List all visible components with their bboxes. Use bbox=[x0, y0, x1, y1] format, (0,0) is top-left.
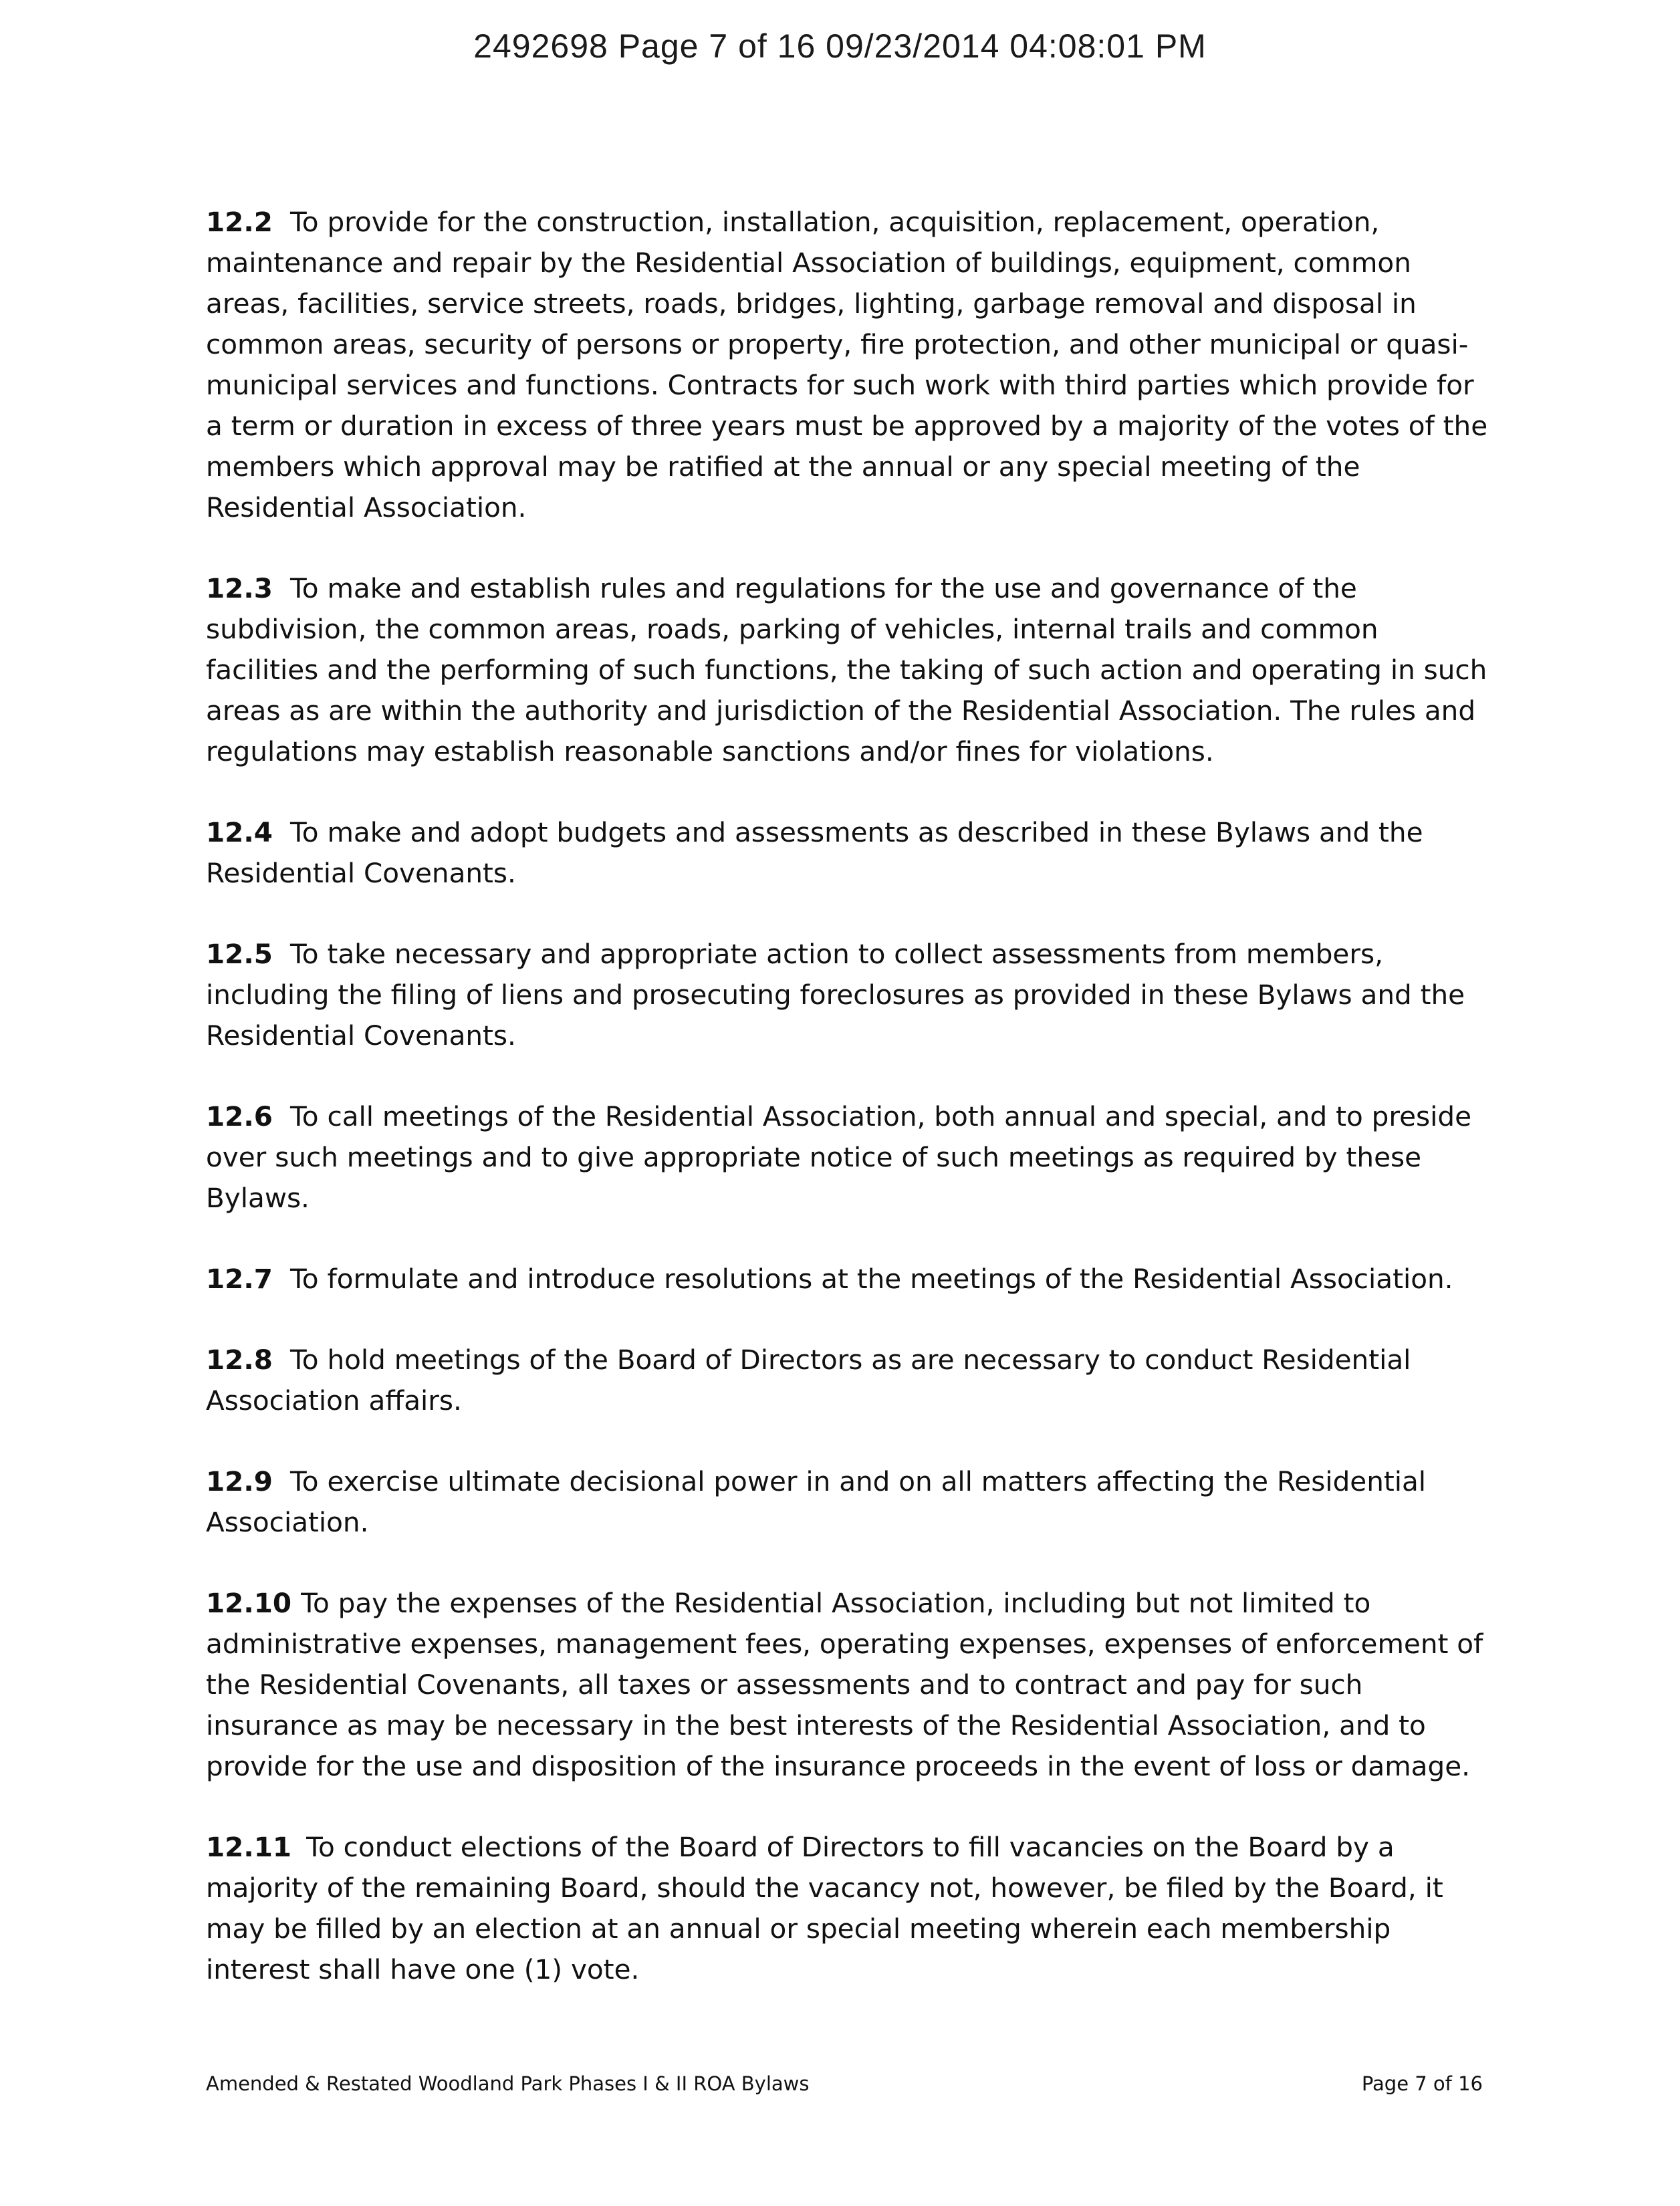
footer-page-number: Page 7 of 16 bbox=[1361, 2072, 1483, 2095]
section-text: To exercise ultimate decisional power in and on all matters affecting the Residential Association. bbox=[206, 1465, 1427, 1538]
section-12-7 bbox=[206, 1259, 1496, 1300]
document-body bbox=[206, 202, 1496, 2030]
section-12-3 bbox=[206, 568, 1496, 772]
section-12-5 bbox=[206, 934, 1496, 1056]
section-12-6 bbox=[206, 1096, 1496, 1219]
section-text: To formulate and introduce resolutions at the meetings of the Residential Association. bbox=[289, 1263, 1453, 1295]
section-number: 12.4 bbox=[206, 816, 273, 848]
section-number: 12.8 bbox=[206, 1344, 273, 1376]
section-12-9 bbox=[206, 1461, 1496, 1543]
section-text: To hold meetings of the Board of Directors as are necessary to conduct Residential Association affairs. bbox=[206, 1344, 1411, 1417]
section-12-11 bbox=[206, 1827, 1496, 1990]
section-text: To make and establish rules and regulations for the use and governance of the subdivision, the common areas, roads, parking of vehicles, internal trails and common facilities and the performing of such functions, the taking of such action and operating in such areas as are within the authority and jurisdiction of the Residential Association. The rules and regulations may establish reasonable sanctions and/or fines for violations. bbox=[206, 572, 1487, 767]
section-text: To pay the expenses of the Residential Association, including but not limited to administrative expenses, management fees, operating expenses, expenses of enforcement of the Residential Covenants, all taxes or assessments and to contract and pay for such insurance as may be necessary in the best interests of the Residential Association, and to provide for the use and disposition of the insurance proceeds in the event of loss or damage. bbox=[206, 1587, 1483, 1782]
section-number: 12.7 bbox=[206, 1263, 273, 1295]
section-text: To make and adopt budgets and assessments as described in these Bylaws and the Residential Covenants. bbox=[206, 816, 1423, 889]
section-text: To call meetings of the Residential Association, both annual and special, and to preside over such meetings and to give appropriate notice of such meetings as required by these Bylaws. bbox=[206, 1100, 1472, 1214]
section-number: 12.10 bbox=[206, 1587, 292, 1619]
section-text: To take necessary and appropriate action to collect assessments from members, including the filing of liens and prosecuting foreclosures as provided in these Bylaws and the Residential Covenants. bbox=[206, 938, 1465, 1052]
section-12-4 bbox=[206, 812, 1496, 894]
section-number: 12.5 bbox=[206, 938, 273, 970]
section-number: 12.3 bbox=[206, 572, 273, 604]
footer-document-title: Amended & Restated Woodland Park Phases I & II ROA Bylaws bbox=[206, 2072, 810, 2095]
recording-stamp: 2492698 Page 7 of 16 09/23/2014 04:08:01 PM bbox=[473, 27, 1207, 65]
section-number: 12.2 bbox=[206, 206, 273, 238]
section-12-10 bbox=[206, 1583, 1496, 1787]
section-number: 12.6 bbox=[206, 1100, 273, 1132]
section-text: To conduct elections of the Board of Directors to fill vacancies on the Board by a majority of the remaining Board, should the vacancy not, however, be filed by the Board, it may be filled by an election at an annual or special meeting wherein each membership interest shall have one (1) vote. bbox=[206, 1831, 1443, 1985]
section-number: 12.9 bbox=[206, 1465, 273, 1497]
section-number: 12.11 bbox=[206, 1831, 292, 1863]
section-12-8 bbox=[206, 1340, 1496, 1421]
section-12-2 bbox=[206, 202, 1496, 528]
section-text: To provide for the construction, installation, acquisition, replacement, operation, maintenance and repair by the Residential Association of buildings, equipment, common areas, facilities, service streets, roads, bridges, lighting, garbage removal and disposal in common areas, security of persons or property, fire protection, and other municipal or quasi-municipal services and functions. Contracts for such work with third parties which provide for a term or duration in excess of three years must be approved by a majority of the votes of the members which approval may be ratified at the annual or any special meeting of the Residential Association. bbox=[206, 206, 1488, 523]
